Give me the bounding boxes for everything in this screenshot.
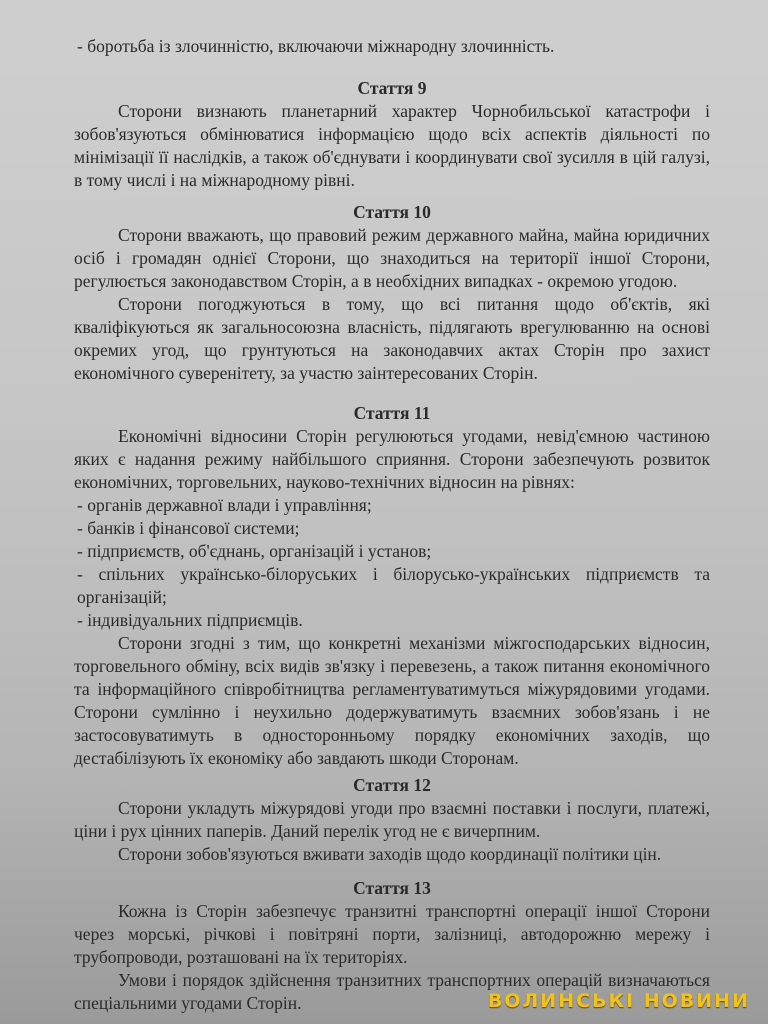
list-item: - банків і фінансової системи; — [77, 518, 300, 538]
list-item: - індивідуальних підприємців. — [77, 610, 303, 630]
paragraph: Умови і порядок здійснення транзитних транспортних операцій визначаються спеціальними угодами Сторін. — [74, 970, 710, 1013]
paragraph: Сторони погоджуються в тому, що всі питання щодо об'єктів, які кваліфікуються як загальносоюзна власність, підлягають врегулюванню на основі окремих угод, що грунтуються на законодавчих актах Сторін про захист економічного суверенітету, за участю заінтересованих Сторін. — [74, 294, 710, 383]
article-12 — [74, 774, 710, 866]
article-title: Стаття 11 — [353, 403, 431, 423]
article-title: Стаття 12 — [353, 775, 431, 795]
article-9 — [74, 77, 710, 192]
article-title: Стаття 10 — [353, 202, 431, 222]
article-11 — [74, 402, 710, 770]
paragraph: Кожна із Сторін забезпечує транзитні транспортні операції іншої Сторони через морські, річкові і повітряні порти, залізниці, автодорожню мережу і трубопроводи, розташовані на їх територіях. — [74, 901, 710, 967]
paragraph: Сторони згодні з тим, що конкретні механізми міжгосподарських відносин, торговельного обміну, всіх видів зв'язку і перевезень, а також питання економічного та інформаційного співробітництва регламентуватимуться міжурядовими угодами. Сторони сумлінно і неухильно додержуватимуть взаємних зобов'язань і не застосовуватимуть в односторонньому порядку економічних заходів, що дестабілізують їх економіку або завдають шкоди Сторонам. — [74, 633, 710, 768]
paragraph: Економічні відносини Сторін регулюються угодами, невід'ємною частиною яких є надання режиму найбільшого сприяння. Сторони забезпечують розвиток економічних, торговельних, науково-технічних відносин на рівнях: — [74, 426, 710, 492]
watermark-logo: ВОЛИНСЬКІ НОВИНИ — [487, 990, 750, 1012]
list-item: - органів державної влади і управління; — [77, 495, 372, 515]
article-title: Стаття 9 — [357, 78, 427, 98]
article-title: Стаття 13 — [353, 878, 431, 898]
paragraph: Сторони визнають планетарний характер Чорнобильської катастрофи і зобов'язуються обмінюватися інформацією щодо всіх аспектів діяльності по мінімізації її наслідків, а також об'єднувати і координувати свої зусилля в цій галузі, в тому числі і на міжнародному рівні. — [74, 101, 710, 190]
intro-line-block — [74, 35, 710, 58]
list-item: - підприємств, об'єднань, організацій і установ; — [77, 541, 432, 561]
paragraph: Сторони укладуть міжурядові угоди про взаємні поставки і послуги, платежі, ціни і рух цінних паперів. Даний перелік угод не є вичерпним. — [74, 798, 710, 841]
paragraph: Сторони вважають, що правовий режим державного майна, майна юридичних осіб і громадян однієї Сторони, що знаходиться на території іншої Сторони, регулюється законодавством Сторін, а в необхідних випадках - окремою угодою. — [74, 225, 710, 291]
list-item: - боротьба із злочинністю, включаючи міжнародну злочинність. — [77, 36, 555, 56]
paragraph: Сторони зобов'язуються вживати заходів щодо координації політики цін. — [118, 844, 662, 864]
article-10 — [74, 201, 710, 385]
list-item: - спільних українсько-білоруських і білорусько-українських підприємств та організацій; — [77, 564, 710, 607]
